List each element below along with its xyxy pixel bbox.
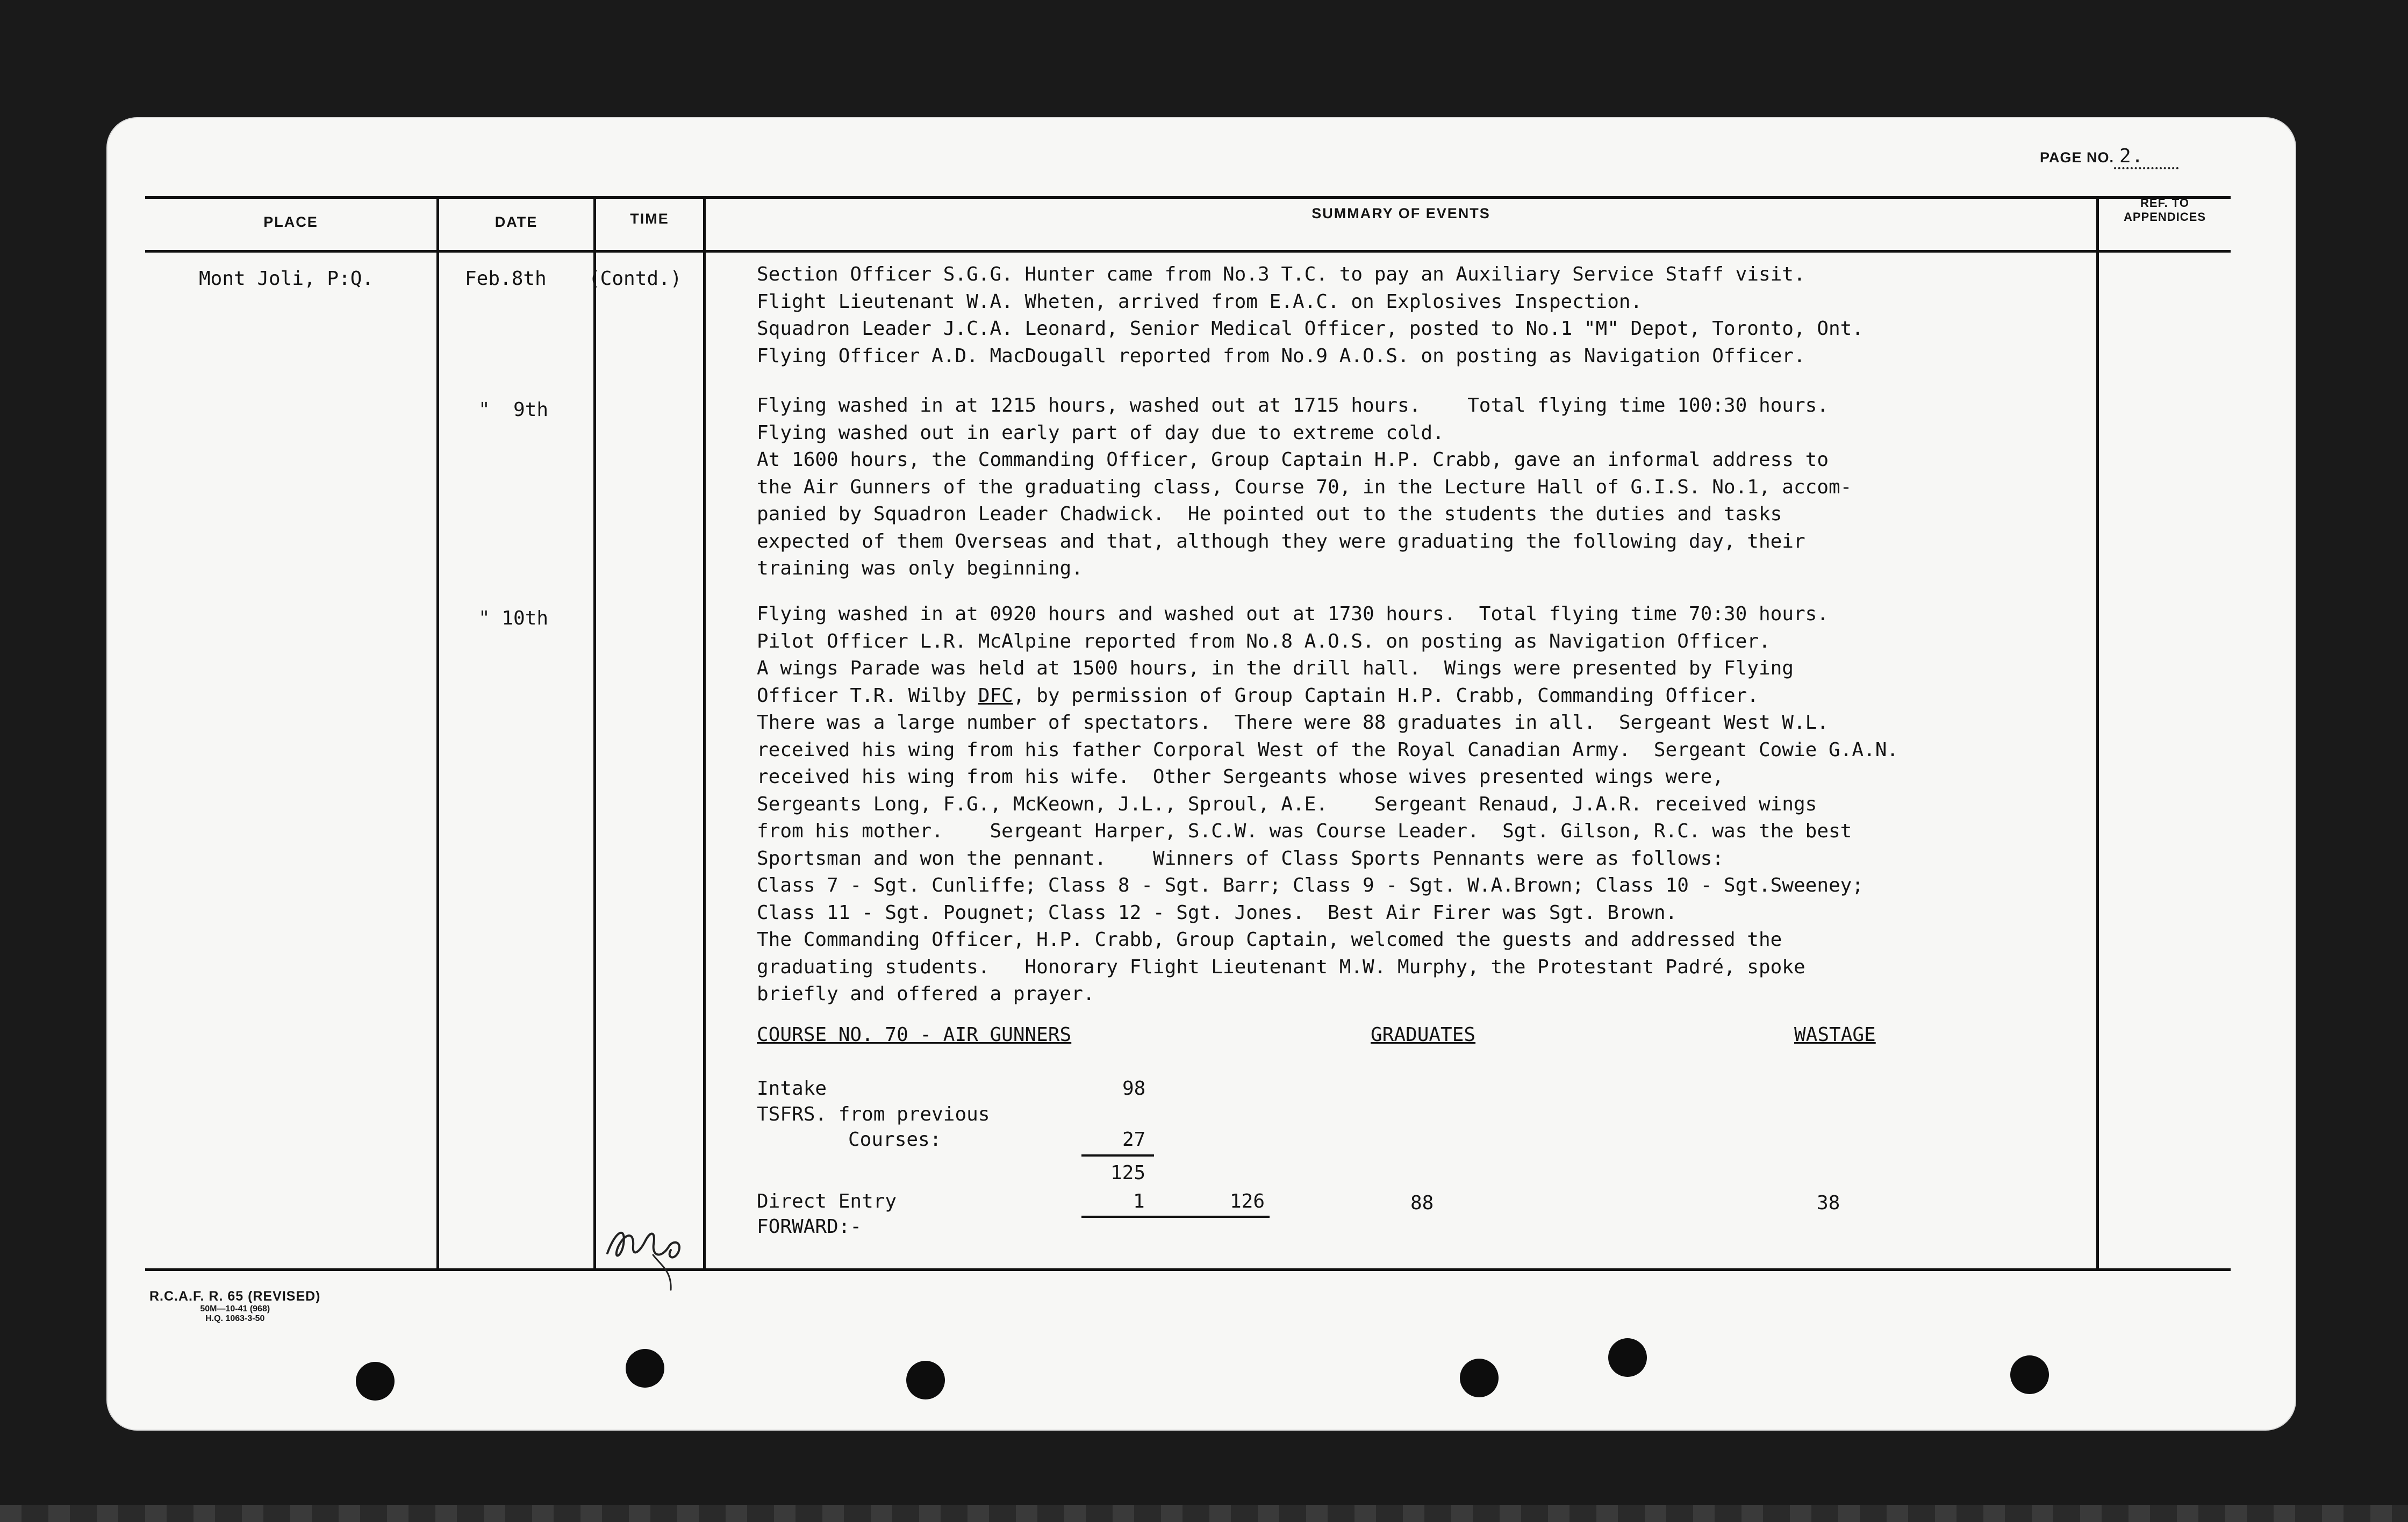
binder-hole (1608, 1338, 1647, 1377)
page-number-label: PAGE NO. (2040, 149, 2115, 166)
entry-line: Flying washed out in early part of day due to extreme cold. (757, 421, 1444, 444)
entry-feb-8 (757, 261, 2165, 370)
graduates-heading: GRADUATES (1371, 1024, 1476, 1046)
header-top-rule (145, 196, 2231, 199)
header-bottom-rule (145, 250, 2231, 253)
intake-label: Intake (757, 1078, 827, 1100)
binder-hole (2010, 1355, 2049, 1394)
place-date-divider (436, 199, 439, 1268)
entry-line: Flying Officer A.D. MacDougall reported from No.9 A.O.S. on posting as Navigation Officer. (757, 344, 1805, 367)
entry-line: Sergeants Long, F.G., McKeown, J.L., Sproul, A.E. Sergeant Renaud, J.A.R. received wings (757, 793, 1817, 815)
entry-line: from his mother. Sergeant Harper, S.C.W. was Course Leader. Sgt. Gilson, R.C. was the best (757, 820, 1852, 842)
wastage-heading: WASTAGE (1794, 1024, 1876, 1046)
entry-line: Flying washed in at 0920 hours and washed out at 1730 hours. Total flying time 70:30 hours. (757, 603, 1829, 625)
form-identification (149, 1289, 321, 1324)
subtotal-rule (1081, 1154, 1154, 1157)
time-summary-divider (703, 199, 706, 1268)
entry-line: panied by Squadron Leader Chadwick. He pointed out to the students the duties and tasks (757, 503, 1782, 525)
column-header-place: PLACE (263, 214, 318, 230)
binder-hole (906, 1361, 945, 1399)
direct-entry-value: 1 (1133, 1190, 1145, 1212)
page-number (2040, 145, 2178, 169)
entry-line: Section Officer S.G.G. Hunter came from No.3 T.C. to pay an Auxiliary Service Staff visit. (757, 263, 1805, 285)
entry-line: Sportsman and won the pennant. Winners of Class Sports Pennants were as follows: (757, 847, 1724, 870)
entry-line: Pilot Officer L.R. McAlpine reported from No.8 A.O.S. on posting as Navigation Officer. (757, 630, 1771, 652)
date-feb-8: Feb.8th (465, 268, 547, 290)
page-number-value: 2. (2114, 145, 2178, 169)
dfc-underlined: DFC (978, 684, 1013, 707)
ref-header-line-1: REF. TO (2140, 196, 2189, 210)
course-total: 126 (1230, 1190, 1265, 1212)
intake-value: 98 (1122, 1078, 1146, 1100)
course-heading: COURSE NO. 70 - AIR GUNNERS (757, 1024, 1072, 1046)
form-id: R.C.A.F. R. 65 (REVISED) (149, 1289, 321, 1304)
entry-line: training was only beginning. (757, 557, 1083, 579)
binder-hole (356, 1362, 395, 1401)
hq-reference: H.Q. 1063-3-50 (205, 1314, 265, 1323)
entry-line: Flying washed in at 1215 hours, washed out at 1715 hours. Total flying time 100:30 hours. (757, 394, 1829, 417)
entry-line: There was a large number of spectators. There were 88 graduates in all. Sergeant West W.L. (757, 712, 1829, 734)
forward-label: FORWARD:- (757, 1216, 862, 1238)
date-time-divider (593, 199, 596, 1268)
transfers-value: 27 (1122, 1129, 1146, 1151)
entry-line: Class 7 - Sgt. Cunliffe; Class 8 - Sgt. Barr; Class 9 - Sgt. W.A.Brown; Class 10 - Sgt.Sweeney; (757, 874, 1864, 896)
date-feb-9: " 9th (478, 399, 549, 421)
entry-feb-9 (757, 392, 2165, 583)
entry-line: received his wing from his wife. Other Sergeants whose wives presented wings were, (757, 766, 1724, 788)
time-contd: (Contd.) (589, 268, 682, 290)
entry-line: Class 11 - Sgt. Pougnet; Class 12 - Sgt. Jones. Best Air Firer was Sgt. Brown. (757, 901, 1678, 924)
entry-line: The Commanding Officer, H.P. Crabb, Group Captain, welcomed the guests and addressed the (757, 929, 1782, 951)
total-rule (1081, 1216, 1270, 1218)
transfers-label-courses: Courses: (848, 1129, 942, 1151)
entry-line: At 1600 hours, the Commanding Officer, Group Captain H.P. Crabb, gave an informal address to (757, 449, 1829, 471)
document-card (108, 118, 2295, 1430)
column-header-date: DATE (494, 214, 538, 230)
officer-line-post: , by permission of Group Captain H.P. Crabb, Commanding Officer. (1013, 684, 1759, 707)
subtotal-value: 125 (1110, 1162, 1146, 1184)
entry-line: received his wing from his father Corporal West of the Royal Canadian Army. Sergeant Cowie G.A.N. (757, 738, 1899, 761)
entry-line-officer (757, 683, 2165, 710)
transfers-label: TSFRS. from previous (757, 1103, 990, 1125)
entry-line: Flight Lieutenant W.A. Wheten, arrived from E.A.C. on Explosives Inspection. (757, 290, 1643, 313)
entry-line: briefly and offered a prayer. (757, 983, 1095, 1005)
graduates-value: 88 (1410, 1192, 1434, 1214)
entry-line: the Air Gunners of the graduating class, Course 70, in the Lecture Hall of G.I.S. No.1, accom- (757, 476, 1852, 498)
date-feb-10: " 10th (478, 607, 549, 629)
entry-line: graduating students. Honorary Flight Lieutenant M.W. Murphy, the Protestant Padré, spoke (757, 956, 1805, 978)
column-header-ref-appendices (2099, 196, 2231, 224)
ref-header-line-2: APPENDICES (2123, 210, 2206, 224)
place-value: Mont Joli, P:Q. (199, 268, 374, 290)
table-bottom-rule (145, 1268, 2231, 1271)
column-header-summary: SUMMARY OF EVENTS (1312, 205, 1490, 221)
wastage-value: 38 (1817, 1192, 1840, 1214)
handwritten-initials (602, 1215, 693, 1295)
officer-line-pre: Officer T.R. Wilby (757, 684, 978, 707)
entry-line: expected of them Overseas and that, although they were graduating the following day, their (757, 530, 1805, 552)
print-run: 50M—10-41 (968) (200, 1304, 270, 1313)
entry-feb-10 (757, 601, 2165, 1008)
direct-entry-label: Direct Entry (757, 1190, 897, 1212)
column-header-time: TIME (630, 211, 669, 227)
film-strip-edge (0, 1505, 2408, 1522)
entry-line: Squadron Leader J.C.A. Leonard, Senior Medical Officer, posted to No.1 "M" Depot, Toronto, Ont. (757, 318, 1864, 340)
entry-line: A wings Parade was held at 1500 hours, in the drill hall. Wings were presented by Flying (757, 657, 1794, 679)
binder-hole (626, 1349, 664, 1388)
binder-hole (1460, 1359, 1499, 1397)
